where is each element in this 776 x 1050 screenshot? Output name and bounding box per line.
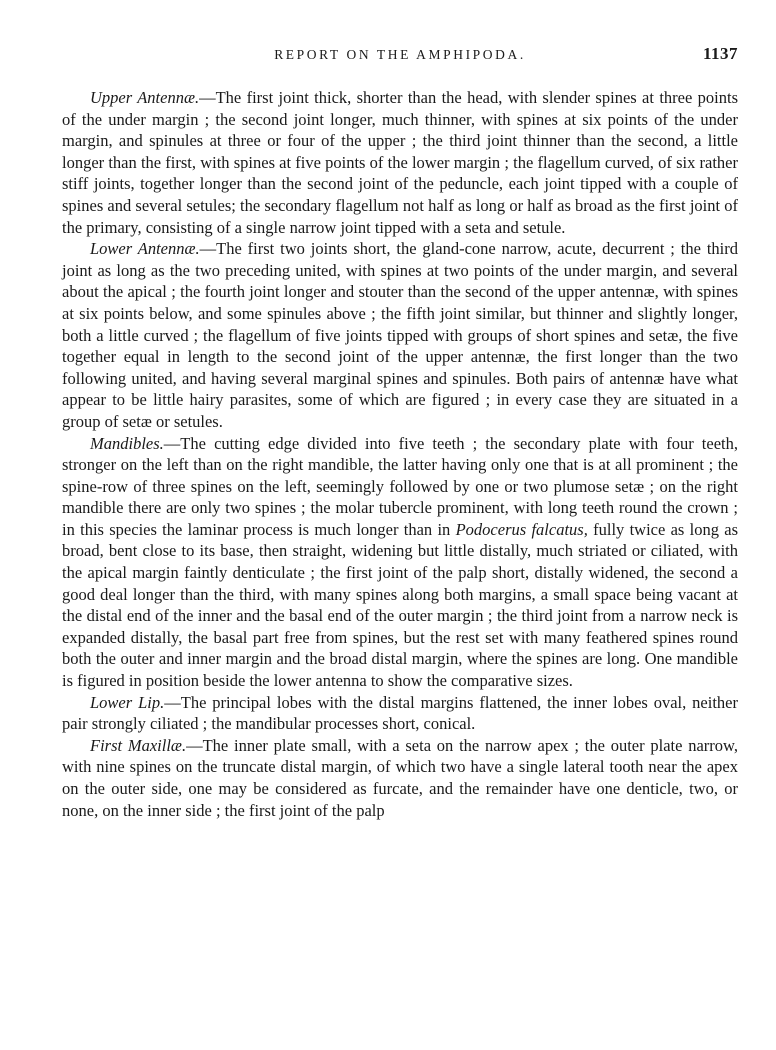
page-number: 1137 bbox=[702, 44, 738, 63]
paragraph-text: —The principal lobes with the distal margins flattened, the inner lobes oval, neither pair strongly ciliated ; the mandibular processes short, conical. bbox=[62, 692, 738, 734]
running-title: REPORT ON THE AMPHIPODA. bbox=[274, 47, 526, 62]
paragraph-lower-lip bbox=[62, 692, 738, 735]
paragraph-text: —The first two joints short, the gland-cone narrow, acute, decurrent ; the third joint as long as the two preceding united, with spines at two points of the under margin, and several about the apical ; the fourth joint longer and stouter than the second of the upper antennæ, with spines at six points below, and some spinules above ; the fifth joint similar, but thinner and slightly longer, both a little curved ; the flagellum of five joints tipped with groups of short spines and setæ, the five together equal in length to the second joint of the upper antennæ, the first longer than the two following united, and having several marginal spines and spinules. Both pairs of antennæ have what appear to be little hairy parasites, some of which are figured ; in every case they are situated in a group of setæ or setules. bbox=[62, 239, 738, 431]
paragraph-heading: Upper Antennæ. bbox=[90, 88, 200, 107]
paragraph-lower-antennae bbox=[62, 238, 738, 432]
paragraph-text: —The cutting edge divided into five teeth ; the secondary plate with four teeth, stronger on the left than on the right mandible, the latter having only one that is at all prominent ; the spine-row of three spines on the left, seemingly followed by one or two plumose setæ ; on the right mandible there are only two spines ; the molar tubercle prominent, with long teeth round the crown ; in this species the laminar process is much longer than in bbox=[62, 433, 738, 539]
paragraph-heading: Lower Lip. bbox=[90, 692, 165, 712]
paragraph-heading: First Maxillæ. bbox=[90, 735, 187, 755]
running-head bbox=[62, 44, 738, 66]
body-text bbox=[62, 87, 738, 821]
species-name: Podocerus falcatus, bbox=[455, 519, 588, 539]
paragraph-first-maxillae bbox=[62, 735, 738, 821]
paragraph-upper-antennae bbox=[62, 87, 738, 238]
paragraph-heading: Lower Antennæ. bbox=[90, 239, 200, 259]
paragraph-text-continued: fully twice as long as broad, bent close to its base, then straight, widening but little distally, much striated or ciliated, with the apical margin faintly denticulate ; the first joint of the palp short, distally widened, the second a good deal longer than the third, with many spines along both margins, a small space being vacant at the distal end of the inner and the basal end of the outer margin ; the third joint from a narrow neck is expanded distally, the basal part free from spines, but the rest set with many feathered spines round both the outer and inner margin and the broad distal margin, where the spines are long. One mandible is figured in position beside the lower antenna to show the comparative sizes. bbox=[62, 519, 738, 691]
paragraph-mandibles bbox=[62, 433, 738, 692]
paragraph-text: —The first joint thick, shorter than the head, with slender spines at three points of the under margin ; the second joint longer, much thinner, with spines at six points of the under margin, and spinules at three or four of the upper ; the third joint thinner than the second, a little longer than the first, with spines at five points of the lower margin ; the flagellum curved, of six rather stiff joints, together longer than the second joint of the peduncle, each joint tipped with a couple of spines and several setules; the secondary flagellum not half as long or half as broad as the first joint of the primary, consisting of a single narrow joint tipped with a seta and setule. bbox=[62, 88, 738, 237]
paragraph-text: —The inner plate small, with a seta on the narrow apex ; the outer plate narrow, with nine spines on the truncate distal margin, of which two have a single lateral tooth near the apex on the outer side, one may be considered as furcate, and the remainder have one denticle, two, or none, on the inner side ; the first joint of the palp bbox=[62, 735, 739, 820]
paragraph-heading: Mandibles. bbox=[90, 433, 164, 453]
